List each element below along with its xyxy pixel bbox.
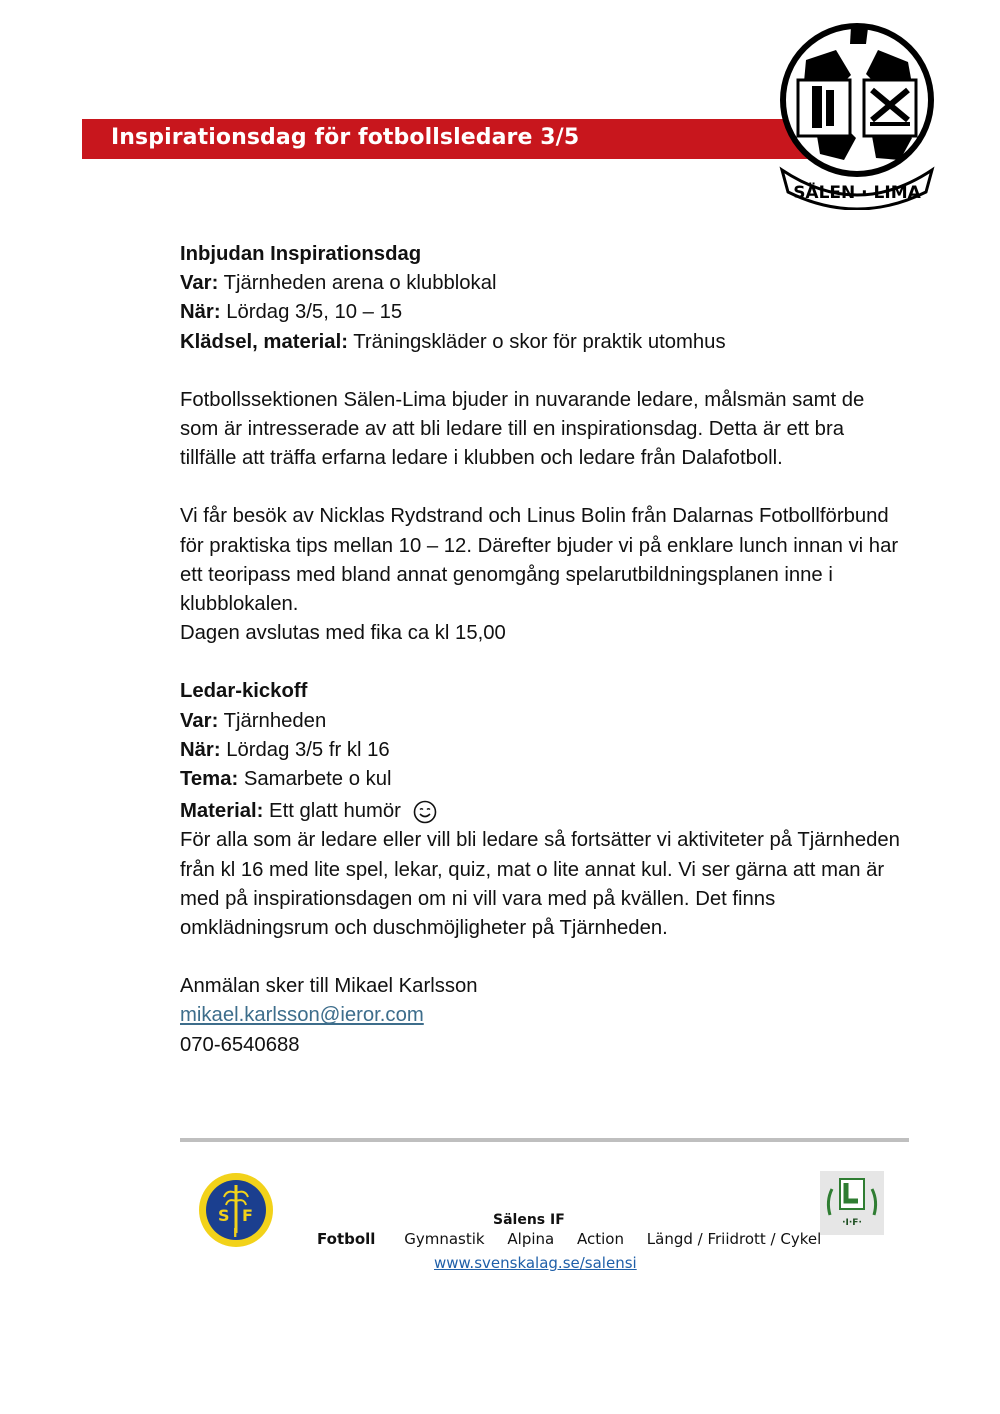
invitation-when: När: Lördag 3/5, 10 – 15 bbox=[180, 301, 403, 324]
footer-website-link[interactable]: www.svenskalag.se/salensi bbox=[434, 1254, 637, 1272]
logo-text: SÄLEN · LIMA bbox=[793, 183, 921, 203]
salens-if-logo bbox=[197, 1171, 275, 1249]
footer-sport-item: Längd / Friidrott / Cykel bbox=[646, 1230, 822, 1248]
svg-text:F: F bbox=[242, 1206, 253, 1225]
registration-phone: 070-6540688 bbox=[180, 1033, 300, 1056]
title-banner bbox=[82, 119, 842, 159]
invitation-paragraph-2: Vi får besök av Nicklas Rydstrand och Linus Bolin från Dalarnas Fotbollförbund för praktiska tips mellan 10 – 12. Därefter bjuder vi på enklare lunch innan vi har ett teoripass med bland annat genomgång spelarutbildningsplanen inne i klubblokalen. bbox=[180, 505, 899, 616]
main-content bbox=[180, 240, 900, 1060]
invitation-paragraph-3: Dagen avslutas med fika ca kl 15,00 bbox=[180, 622, 506, 645]
email-link[interactable]: mikael.karlsson@ieror.com bbox=[180, 1004, 424, 1027]
invitation-where: Var: Tjärnheden arena o klubblokal bbox=[180, 272, 497, 295]
invitation-heading: Inbjudan Inspirationsdag bbox=[180, 243, 422, 265]
footer-divider bbox=[180, 1138, 909, 1142]
kickoff-where: Var: Tjärnheden bbox=[180, 709, 327, 732]
invitation-paragraph-1: Fotbollssektionen Sälen-Lima bjuder in nuvarande ledare, målsmän samt de som är intresserade av att bli ledare till en inspirationsdag. Detta är ett bra tillfälle att träffa erfarna ledare i klubben och ledare från Dalafotboll. bbox=[180, 388, 865, 470]
registration-email-line bbox=[180, 1001, 900, 1030]
salen-lima-logo bbox=[776, 20, 938, 210]
kickoff-material: Material: Ett glatt humör bbox=[180, 797, 900, 826]
footer-sport-item: Alpina bbox=[507, 1230, 555, 1248]
footer-sport-item: Action bbox=[577, 1230, 624, 1248]
kickoff-paragraph: För alla som är ledare eller vill bli ledare så fortsätter vi aktiviteter på Tjärnheden från kl 16 med lite spel, lekar, quiz, mat o lite annat kul. Vi ser gärna att man är med på inspirationsdagen om ni vill vara med på kvällen. Det finns omklädningsrum och duschmöjligheter på Tjärnheden. bbox=[180, 829, 900, 940]
lima-if-logo bbox=[820, 1171, 884, 1235]
footer-sport-item: Fotboll bbox=[317, 1230, 376, 1248]
invitation-dress: Klädsel, material: Träningskläder o skor för praktik utomhus bbox=[180, 330, 726, 353]
kickoff-when: När: Lördag 3/5 fr kl 16 bbox=[180, 738, 390, 761]
svg-text:I: I bbox=[233, 1226, 238, 1240]
footer-sport-item: Gymnastik bbox=[404, 1230, 485, 1248]
page-title: Inspirationsdag för fotbollsledare 3/5 bbox=[111, 125, 580, 150]
registration-text: Anmälan sker till Mikael Karlsson bbox=[180, 975, 478, 998]
kickoff-heading: Ledar-kickoff bbox=[180, 680, 308, 703]
footer-club-name: Sälens IF bbox=[493, 1212, 565, 1228]
kickoff-theme: Tema: Samarbete o kul bbox=[180, 768, 392, 791]
svg-text:S: S bbox=[218, 1206, 230, 1225]
footer-sports-list bbox=[317, 1230, 839, 1248]
smiley-icon bbox=[413, 800, 437, 824]
svg-text:·I·F·: ·I·F· bbox=[842, 1218, 862, 1228]
